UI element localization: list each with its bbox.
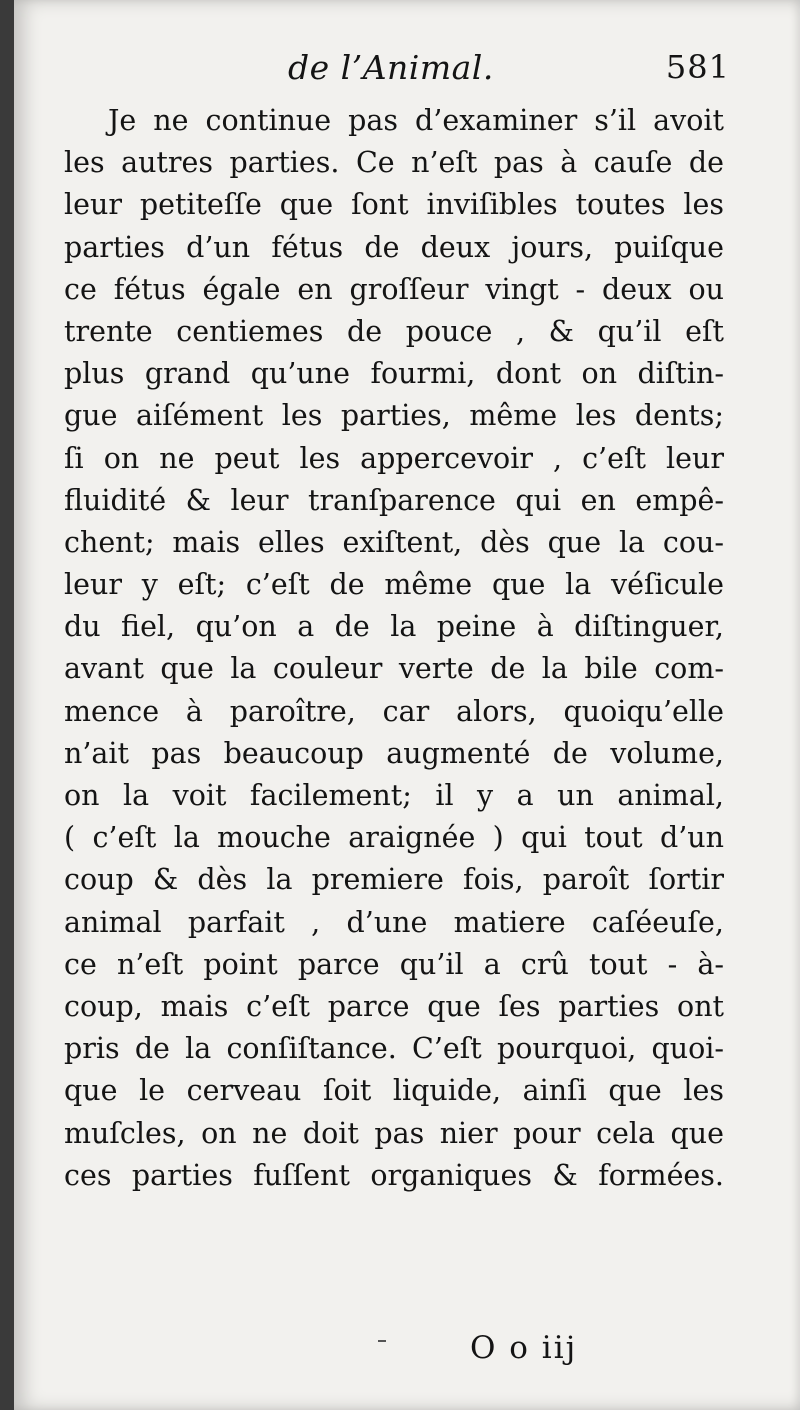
text-line: leur petiteſſe que ſont inviſibles toutes les <box>64 188 724 222</box>
text-line: ( c’eſt la mouche araignée ) qui tout d’un <box>64 821 724 855</box>
text-line: chent; mais elles exiſtent, dès que la cou- <box>64 525 724 559</box>
text-line: mence à paroître, car alors, quoiqu’elle <box>64 694 724 728</box>
book-page <box>14 0 800 1410</box>
text-line: les autres parties. Ce n’eſt pas à cauſe de <box>64 146 724 180</box>
running-title: de l’Animal. <box>288 48 494 87</box>
text-line: ce n’eſt point parce qu’il a crû tout - à- <box>64 947 724 981</box>
text-line: Je ne continue pas d’examiner s’il avoit <box>108 104 724 137</box>
text-line: ces parties fuſſent organiques & formées. <box>64 1158 724 1192</box>
text-line: plus grand qu’une fourmi, dont on diſtin- <box>64 357 724 391</box>
text-line: trente centiemes de pouce , & qu’il eſt <box>64 314 724 348</box>
body-text <box>64 100 724 1197</box>
text-line: animal parfait , d’une matiere caſéeuſe, <box>64 905 724 939</box>
text-line: que le cerveau ſoit liquide, ainſi que les <box>64 1074 724 1108</box>
page-header <box>14 48 800 98</box>
text-line: ſi on ne peut les appercevoir , c’eſt leur <box>64 441 724 475</box>
text-line: muſcles, on ne doit pas nier pour cela que <box>64 1116 724 1150</box>
ink-mark <box>378 1340 386 1342</box>
text-line: parties d’un fétus de deux jours, puiſque <box>64 230 724 264</box>
text-line: fluidité & leur tranſparence qui en empê- <box>64 483 724 517</box>
page-number: 581 <box>665 48 730 86</box>
text-line: n’ait pas beaucoup augmenté de volume, <box>64 736 724 770</box>
text-line: coup, mais c’eſt parce que ſes parties ont <box>64 989 724 1023</box>
text-line: coup & dès la premiere fois, paroît ſortir <box>64 863 724 897</box>
signature-mark: O o iij <box>470 1330 578 1366</box>
text-line: on la voit facilement; il y a un animal, <box>64 779 724 812</box>
text-line: leur y eſt; c’eſt de même que la véſicule <box>64 568 724 602</box>
text-line: du fiel, qu’on a de la peine à diſtinguer, <box>64 610 724 644</box>
text-line: avant que la couleur verte de la bile com- <box>64 652 724 686</box>
text-line: gue aiſément les parties, même les dents; <box>64 399 724 433</box>
text-line: pris de la conſiſtance. C’eſt pourquoi, quoi- <box>64 1032 724 1066</box>
text-line: ce fétus égale en groſſeur vingt - deux ou <box>64 272 724 306</box>
